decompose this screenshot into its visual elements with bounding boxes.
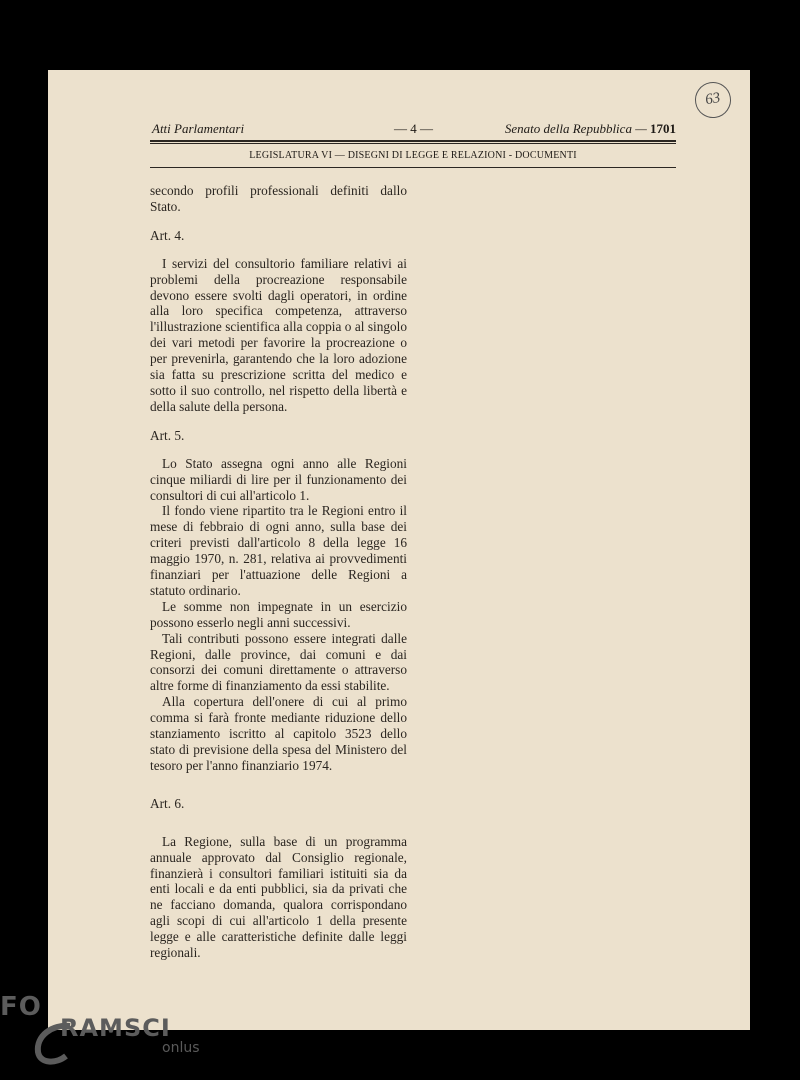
article-5-paragraph-1: Lo Stato assegna ogni anno alle Regioni cinque miliardi di lire per il funzionamento dei consultori di cui all'articolo 1.: [150, 455, 407, 503]
article-5-paragraph-4: Tali contributi possono essere integrati dalle Regioni, dalle province, dai comuni e dai consorzi dei comuni direttamente o attraverso altre forme di finanziamento da essi stabilite.: [150, 630, 407, 694]
text-column: [150, 183, 407, 961]
header-rule: [150, 140, 676, 142]
header-doc-number: 1701: [650, 121, 676, 136]
watermark-gramsci: RAMSCI: [60, 1014, 171, 1042]
watermark-onlus: onlus: [162, 1040, 200, 1056]
subheader: LEGISLATURA VI — DISEGNI DI LEGGE E RELAZIONI - DOCUMENTI: [249, 150, 577, 161]
article-4-paragraph: I servizi del consultorio familiare relativi ai problemi della procreazione responsabile devono essere svolti dagli operatori, in ordine alla loro specifica competenza, attraverso l'illustrazione scientifica alla coppia o al singolo dei vari metodi per favorire la procreazione o per prevenirla, garantendo che la loro adozione sia fatta su prescrizione scritta del medico e sotto il suo controllo, nel rispetto della libertà e della salute della persona.: [150, 255, 407, 414]
article-5-paragraph-3: Le somme non impegnate in un esercizio possono esserlo negli anni successivi.: [150, 598, 407, 630]
header-page-number: — 4 —: [394, 121, 433, 136]
article-4-title: Art. 4.: [150, 227, 185, 243]
article-5-paragraph-2: Il fondo viene ripartito tra le Regioni entro il mese di febbraio di ogni anno, sulla base dei criteri previsti dall'articolo 8 della legge 16 maggio 1970, n. 281, relativa ai provvedimenti finanziari per l'attuazione delle Regioni a statuto ordinario.: [150, 503, 407, 598]
header-right: [505, 121, 676, 137]
header-rule-double: [150, 143, 676, 144]
subheader-rule: [150, 167, 676, 168]
intro-paragraph: secondo profili professionali definiti dallo Stato.: [150, 183, 407, 214]
header-right-text: Senato della Repubblica —: [504, 121, 647, 136]
handwritten-page-number: 63: [692, 79, 734, 121]
article-5-paragraph-5: Alla copertura dell'onere di cui al primo comma si farà fronte mediante riduzione dello stanziamento iscritto al capitolo 3523 dello stato di previsione della spesa del Ministero del tesoro per l'anno finanziario 1974.: [150, 694, 407, 773]
article-6-title: Art. 6.: [150, 795, 185, 811]
running-header: [150, 121, 676, 141]
article-6-paragraph: La Regione, sulla base di un programma annuale approvato dal Consiglio regionale, finanzierà i consultori familiari istituiti sia da enti locali e da enti pubblici, sia da privati che ne facciano domanda, qualora corrispondano agli scopi di cui all'articolo 1 della presente legge e alle caratteristiche definite dalle leggi regionali.: [150, 833, 407, 961]
article-5-title: Art. 5.: [150, 427, 185, 443]
watermark: [0, 990, 240, 1080]
header-left: Atti Parlamentari: [152, 121, 245, 136]
watermark-text: FO: [0, 992, 42, 1022]
